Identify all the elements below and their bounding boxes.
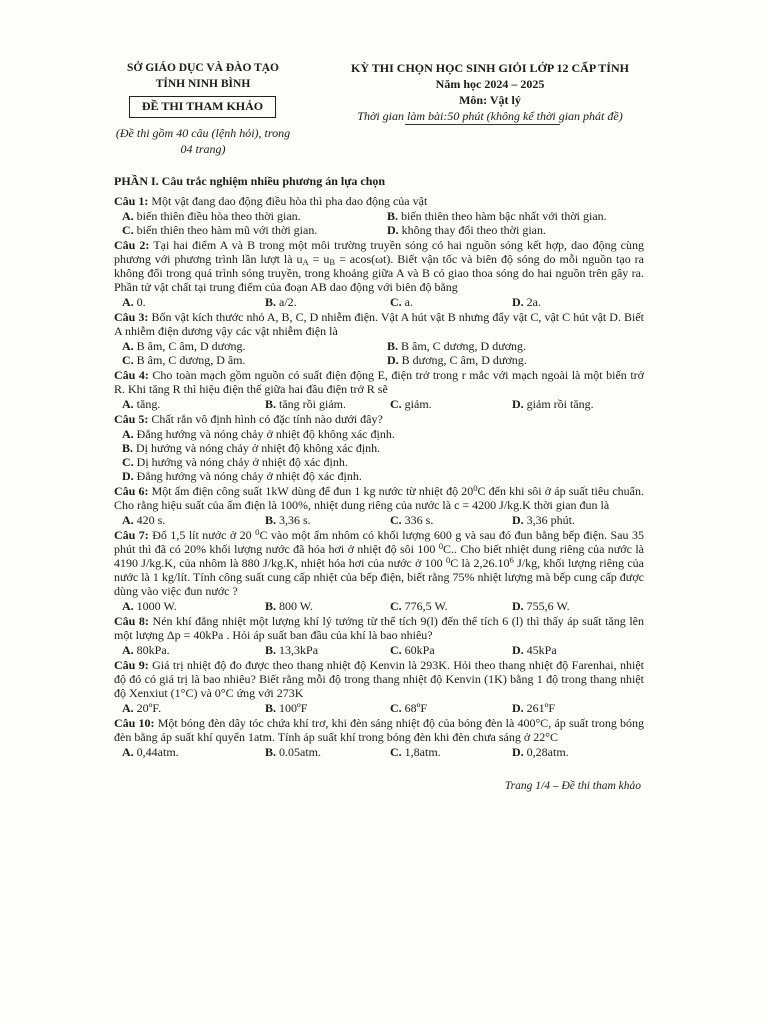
exam-title: KỲ THI CHỌN HỌC SINH GIỎI LỚP 12 CẤP TỈNH [351, 61, 629, 75]
option-text: 100ºF [279, 701, 308, 715]
question-label: Câu 6: [114, 484, 149, 498]
option-a [122, 209, 387, 223]
option-text: không thay đổi theo thời gian. [401, 223, 546, 237]
option-key: B. [387, 339, 399, 353]
section-title: PHẦN I. Câu trắc nghiệm nhiều phương án lựa chọn [114, 174, 386, 188]
option-key: D. [512, 745, 524, 759]
option-c [122, 353, 387, 367]
option-b [122, 441, 644, 455]
option-text: B âm, C âm, D dương. [136, 339, 246, 353]
option-b [265, 295, 390, 309]
option-key: B. [265, 295, 277, 309]
question-label: Câu 5: [114, 412, 149, 426]
question-label: Câu 7: [114, 528, 149, 542]
question-label: Câu 9: [114, 658, 149, 672]
option-key: C. [390, 397, 402, 411]
option-text: B dương, C âm, D dương. [401, 353, 527, 367]
question-label: Câu 3: [114, 310, 149, 324]
option-key: A. [122, 295, 134, 309]
option-b [265, 745, 390, 759]
answer-options [114, 599, 644, 613]
option-key: D. [512, 599, 524, 613]
answer-options [114, 745, 644, 759]
option-text: 776,5 W. [404, 599, 448, 613]
option-d [387, 353, 644, 367]
option-text: B âm, C dương, D dương. [401, 339, 527, 353]
option-b [265, 701, 390, 715]
option-text: 261ºF [526, 701, 556, 715]
question-label: Câu 1: [114, 194, 149, 208]
option-b [387, 209, 644, 223]
stem-text: Một bóng đèn dây tóc chứa khí trơ, khi đèn sáng nhiệt độ của bóng đèn là 400°C, áp suất trong bóng đèn bằng áp suất khí quyển 1atm. Tính áp suất khí trong bóng đèn khi đèn chưa sáng ở 22°C [114, 716, 645, 744]
question-10 [114, 716, 644, 759]
option-a [122, 599, 265, 613]
option-a [122, 339, 387, 353]
option-text: 0,44atm. [136, 745, 179, 759]
stem-superscript: 0 [473, 483, 478, 494]
option-key: D. [512, 513, 524, 527]
option-key: A. [122, 397, 134, 411]
question-label: Câu 8: [114, 614, 149, 628]
option-key: A. [122, 427, 134, 441]
option-d [512, 599, 644, 613]
option-key: D. [512, 701, 524, 715]
option-key: C. [390, 701, 402, 715]
option-key: C. [122, 223, 134, 237]
stem-text: Chất rắn vô định hình có đặc tính nào dưới đây? [151, 412, 383, 426]
option-c [390, 295, 512, 309]
option-d [512, 701, 644, 715]
option-key: D. [512, 643, 524, 657]
option-text: 0. [136, 295, 146, 309]
question-label: Câu 4: [114, 368, 149, 382]
option-key: B. [265, 397, 277, 411]
reference-exam-badge: ĐỀ THI THAM KHẢO [129, 96, 276, 118]
stem-text: Cho toàn mạch gồm nguồn có suất điện động E, điện trở trong r mắc với mạch ngoài là một biến trở R. Khi tăng R thì hiệu điện thế giữa hai đầu điện trở R sẽ [114, 368, 644, 396]
option-key: C. [390, 745, 402, 759]
stem-text: Nén khí đẳng nhiệt một lượng khí lý tưởng từ thể tích 9(l) đến thể tích 6 (l) thì thấy áp suất tăng lên một lượng Δp = 40kPa . Hỏi áp suất ban đầu của khí là bao nhiêu? [114, 614, 645, 642]
questions-container [114, 194, 644, 759]
option-key: C. [122, 455, 134, 469]
question-8 [114, 614, 644, 657]
question-2 [114, 238, 644, 309]
question-5 [114, 412, 644, 483]
stem-text: Một ấm điện công suất 1kW dùng để đun 1 kg nước từ nhiệt độ 20 [151, 484, 474, 498]
question-7 [114, 528, 644, 613]
option-text: 2a. [526, 295, 541, 309]
option-d [512, 397, 644, 411]
option-a [122, 397, 265, 411]
option-key: D. [512, 295, 524, 309]
stem-subscript: A [302, 257, 309, 268]
option-text: 20ºF. [136, 701, 162, 715]
stem-text: Giá trị nhiệt độ đo được theo thang nhiệt độ Kenvin là 293K. Hỏi theo thang nhiệt độ Farenhai, nhiệt độ đó có giá trị là bao nhiêu? Biết rằng mỗi độ trong thang nhiệt độ Kenvin (1K) bằng 1 độ trong thang nhiệt độ Xenxiut (1°C) và 0°C ứng với 273K [114, 658, 645, 700]
option-text: 755,6 W. [526, 599, 570, 613]
option-text: a/2. [279, 295, 297, 309]
option-c [390, 599, 512, 613]
question-list [114, 194, 644, 793]
stem-text: C vào một ấm nhôm có khối lượng 600 g và sau đó đun bằng bếp điện. Sau 35 phút thì đã có 20% khối lượng nước đã hóa hơi ở nhiệt độ sôi 100 [114, 528, 644, 556]
option-key: A. [122, 745, 134, 759]
stem-text: J/kg, khối lượng riêng của nước là 1 kg/lít. Tính công suất cung cấp nhiệt của bếp điện, biết rằng 75% nhiệt lượng mà bếp cung cấp được dùng vào việc đun nước ? [114, 556, 644, 598]
option-key: B. [387, 209, 399, 223]
option-text: 0,28atm. [526, 745, 569, 759]
option-text: giảm rồi tăng. [526, 397, 594, 411]
question-stem [114, 194, 644, 208]
option-text: 1,8atm. [404, 745, 441, 759]
option-text: Dị hướng và nóng chảy ở nhiệt độ xác định. [136, 455, 348, 469]
option-a [122, 513, 265, 527]
option-key: A. [122, 643, 134, 657]
option-text: biến thiên theo hàm mũ với thời gian. [136, 223, 318, 237]
stem-text: Một vật đang dao động điều hòa thì pha dao động của vật [151, 194, 428, 208]
subject: Môn: Vật lý [459, 93, 521, 107]
option-a [122, 427, 644, 441]
page-footer: Trang 1/4 – Đề thi tham khảo [504, 780, 641, 792]
option-text: 1000 W. [136, 599, 177, 613]
question-stem [114, 658, 644, 700]
answer-options [114, 209, 644, 237]
duration-underline [405, 124, 560, 125]
option-a [122, 745, 265, 759]
option-key: D. [122, 469, 134, 483]
option-c [390, 513, 512, 527]
option-c [390, 397, 512, 411]
exam-duration: Thời gian làm bài:50 phút (không kể thời gian phát đề) [357, 109, 623, 123]
answer-options [114, 701, 644, 715]
question-label: Câu 10: [114, 716, 155, 730]
option-text: Dị hướng và nóng chảy ở nhiệt độ không xác định. [136, 441, 381, 455]
option-key: B. [265, 701, 277, 715]
question-stem [114, 310, 644, 338]
option-text: 13,3kPa [279, 643, 319, 657]
school-year: Năm học 2024 – 2025 [435, 77, 545, 91]
option-text: 420 s. [136, 513, 166, 527]
question-stem [114, 484, 644, 512]
option-key: C. [390, 295, 402, 309]
option-d [512, 295, 644, 309]
option-key: A. [122, 209, 134, 223]
stem-superscript: 6 [509, 555, 514, 566]
option-text: Đẳng hướng và nóng chảy ở nhiệt độ xác định. [136, 469, 362, 483]
exam-note-line-2: 04 trang) [180, 142, 226, 156]
option-key: D. [387, 223, 399, 237]
option-c [390, 643, 512, 657]
option-text: 3,36 phút. [526, 513, 576, 527]
option-key: B. [265, 599, 277, 613]
option-key: B. [265, 643, 277, 657]
option-text: tăng. [136, 397, 161, 411]
option-text: B âm, C dương, D âm. [136, 353, 246, 367]
stem-text: = u [308, 252, 330, 266]
stem-subscript: B [329, 257, 336, 268]
answer-options [114, 643, 644, 657]
option-key: D. [387, 353, 399, 367]
option-key: D. [512, 397, 524, 411]
option-c [122, 455, 644, 469]
option-text: a. [404, 295, 413, 309]
option-c [390, 701, 512, 715]
answer-options [114, 513, 644, 527]
option-text: 0.05atm. [279, 745, 322, 759]
question-label: Câu 2: [114, 238, 150, 252]
option-a [122, 701, 265, 715]
question-stem [114, 528, 644, 598]
question-stem [114, 238, 644, 294]
option-text: 336 s. [404, 513, 434, 527]
option-text: biến thiên điều hòa theo thời gian. [136, 209, 301, 223]
stem-text: Đổ 1,5 lít nước ở 20 [152, 528, 256, 542]
department-name: SỞ GIÁO DỤC VÀ ĐÀO TẠO [127, 62, 279, 74]
option-text: 80kPa. [136, 643, 170, 657]
option-key: A. [122, 599, 134, 613]
question-stem [114, 412, 644, 426]
option-d [122, 469, 644, 483]
stem-text: C là 2,26.10 [450, 556, 510, 570]
option-key: B. [265, 513, 277, 527]
question-1 [114, 194, 644, 237]
stem-superscript: 0 [255, 527, 260, 538]
question-stem [114, 614, 644, 642]
option-d [512, 643, 644, 657]
option-d [512, 745, 644, 759]
option-text: giảm. [404, 397, 432, 411]
option-text: 3,36 s. [279, 513, 311, 527]
option-key: A. [122, 339, 134, 353]
option-b [265, 397, 390, 411]
stem-text: C đến khi sôi ở áp suất tiêu chuẩn. Cho rằng hiệu suất của ấm điện là 100%, nhiệt dung riêng của nước là c = 4200 J/kg.K thời gian đun là [114, 484, 644, 512]
option-key: C. [390, 513, 402, 527]
question-9 [114, 658, 644, 715]
option-c [122, 223, 387, 237]
answer-options [114, 427, 644, 483]
exam-note-line-1: (Đề thi gồm 40 câu (lệnh hỏi), trong [115, 126, 291, 140]
option-text: tăng rồi giảm. [279, 397, 346, 411]
question-3 [114, 310, 644, 367]
stem-text: Bốn vật kích thước nhỏ A, B, C, D nhiễm điện. Vật A hút vật B nhưng đẩy vật C, vật C hút vật D. Biết A nhiễm điện dương vậy các vật nhiễm điện là [114, 310, 644, 338]
option-key: C. [122, 353, 134, 367]
option-text: 800 W. [279, 599, 314, 613]
option-b [265, 513, 390, 527]
question-6 [114, 484, 644, 527]
answer-options [114, 295, 644, 309]
question-stem [114, 368, 644, 396]
stem-superscript: 0 [438, 541, 444, 552]
option-b [387, 339, 644, 353]
option-a [122, 643, 265, 657]
question-stem [114, 716, 644, 744]
stem-text: C.. Cho biết nhiệt dung riêng của nước là 4190 J/kg.K, của nhôm là 880 J/kg.K, nhiệt hóa hơi của nước ở 100 [114, 542, 644, 570]
answer-options [114, 397, 644, 411]
option-text: Đẳng hướng và nóng chảy ở nhiệt độ không xác định. [136, 427, 395, 441]
option-d [512, 513, 644, 527]
option-key: A. [122, 701, 134, 715]
option-key: C. [390, 599, 402, 613]
stem-text: = acos(ωt). Biết vận tốc và biên độ sóng do mỗi nguồn tạo ra không đổi trong quá trình sóng truyền, trong khoảng giữa A và B có giao thoa sóng do hai nguồn trên gây ra. Phần tử vật chất tại trung điểm của đoạn AB dao động với biên độ bằng [114, 252, 644, 294]
option-text: biến thiên theo hàm bậc nhất với thời gian. [401, 209, 607, 223]
option-text: 45kPa [526, 643, 557, 657]
question-4 [114, 368, 644, 411]
option-key: B. [265, 745, 277, 759]
province-name: TỈNH NINH BÌNH [155, 78, 251, 90]
option-a [122, 295, 265, 309]
option-b [265, 599, 390, 613]
option-text: 68ºF [404, 701, 428, 715]
option-text: 60kPa [404, 643, 435, 657]
option-d [387, 223, 644, 237]
stem-text: Tại hai điểm A và B trong một môi trường truyền sóng có hai nguồn sóng kết hợp, dao động cùng phương với phương trình lần lượt là u [114, 238, 644, 266]
stem-superscript: 0 [445, 555, 451, 566]
option-key: C. [390, 643, 402, 657]
answer-options [114, 339, 644, 367]
option-key: A. [122, 513, 134, 527]
option-key: B. [122, 441, 134, 455]
option-c [390, 745, 512, 759]
option-b [265, 643, 390, 657]
